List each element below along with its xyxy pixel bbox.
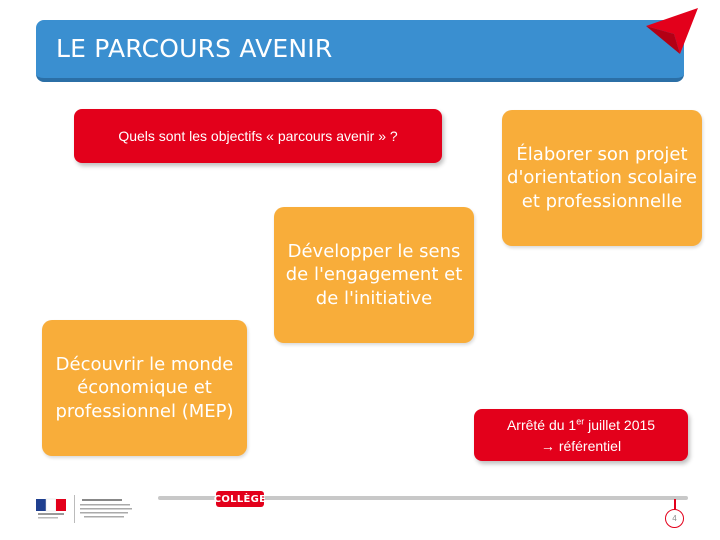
page-number: 4 (665, 509, 684, 528)
arrete-date-suffix: juillet 2015 (584, 417, 656, 433)
title-bar (36, 20, 684, 82)
arrete-date-sup: er (576, 416, 585, 427)
arrete-reference-box (474, 409, 688, 461)
objectives-question: Quels sont les objectifs « parcours avenir » ? (74, 109, 442, 163)
arrete-date (474, 415, 688, 436)
goal-engagement-box: Développer le sens de l'engagement et de l'initiative (274, 207, 474, 343)
arrow-right-icon: → (540, 438, 555, 454)
arrete-date-prefix: Arrêté du 1 (506, 417, 577, 433)
college-badge: COLLÈGE (216, 491, 264, 507)
referentiel-link[interactable] (474, 436, 688, 457)
ministry-logo-icon (34, 495, 138, 523)
goal-mep-box: Découvrir le monde économique et professionnel (MEP) (42, 320, 247, 456)
red-arrow-logo-icon (644, 6, 700, 56)
referentiel-label: référentiel (558, 438, 622, 454)
goal-orientation-box: Élaborer son projet d'orientation scolaire et professionnelle (502, 110, 702, 246)
page-tick (674, 499, 676, 509)
page-title: LE PARCOURS AVENIR (56, 34, 333, 63)
